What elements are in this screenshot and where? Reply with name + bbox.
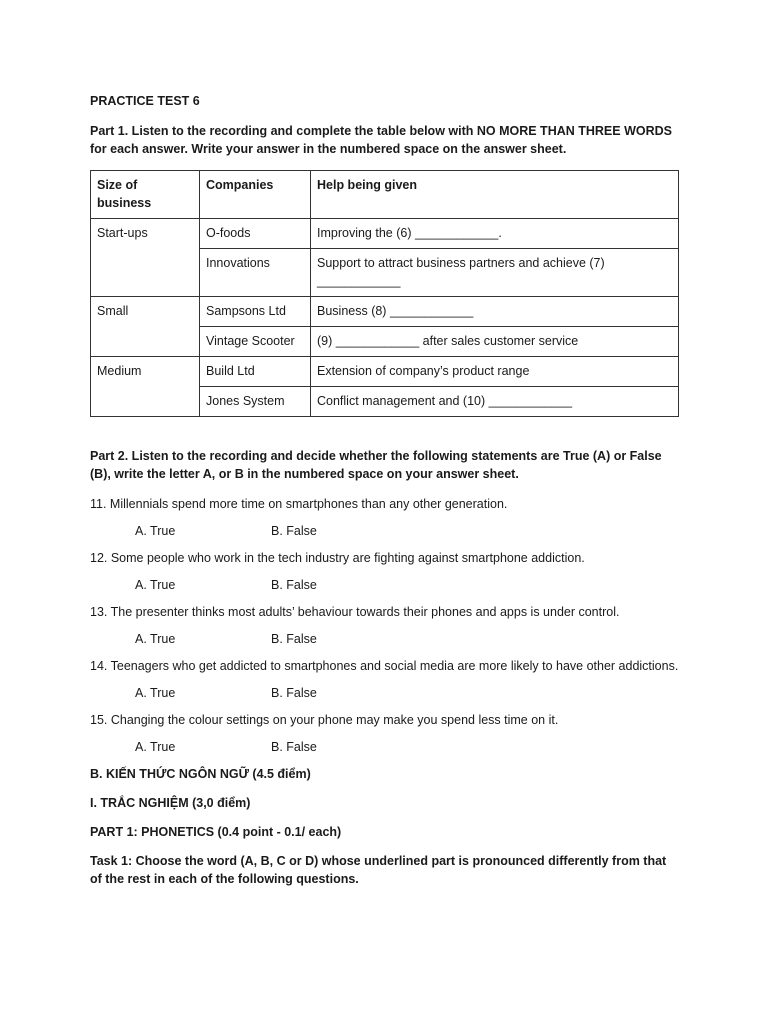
help-cell: Support to attract business partners and achieve (7) ____________: [311, 249, 679, 297]
help-cell: Business (8) ____________: [311, 297, 679, 327]
table-row: [91, 219, 679, 249]
option-b: B. False: [271, 524, 317, 538]
section-b-heading: B. KIẾN THỨC NGÔN NGỮ (4.5 điểm): [90, 767, 311, 781]
size-cell: Medium: [91, 357, 200, 417]
option-a: A. True: [135, 632, 176, 646]
phonetics-heading: PART 1: PHONETICS (0.4 point - 0.1/ each): [90, 825, 342, 839]
test-title: PRACTICE TEST 6: [90, 94, 200, 108]
question-12: 12. Some people who work in the tech industry are fighting against smartphone addiction.: [90, 551, 585, 565]
table-row: [91, 357, 679, 387]
question-15: 15. Changing the colour settings on your phone may make you spend less time on it.: [90, 713, 559, 727]
question-15-options: [90, 740, 680, 754]
help-cell: Conflict management and (10) ____________: [311, 387, 679, 417]
size-cell: Small: [91, 297, 200, 357]
business-help-table: [90, 170, 679, 417]
question-13: 13. The presenter thinks most adults’ behaviour towards their phones and apps is under control.: [90, 605, 620, 619]
option-a: A. True: [135, 686, 176, 700]
document-page: [90, 92, 680, 888]
company-cell: O-foods: [200, 219, 311, 249]
company-cell: Vintage Scooter: [200, 327, 311, 357]
question-11: 11. Millennials spend more time on smartphones than any other generation.: [90, 497, 508, 511]
header-size: Size of business: [91, 171, 200, 219]
header-companies: Companies: [200, 171, 311, 219]
table-row: [91, 297, 679, 327]
section-i-heading: I. TRẮC NGHIỆM (3,0 điểm): [90, 796, 251, 810]
help-cell: Improving the (6) ____________.: [311, 219, 679, 249]
table-header-row: [91, 171, 679, 219]
option-b: B. False: [271, 740, 317, 754]
option-a: A. True: [135, 740, 176, 754]
option-b: B. False: [271, 632, 317, 646]
task1-instruction: Task 1: Choose the word (A, B, C or D) whose underlined part is pronounced differently from that of the rest in each of the following questions.: [90, 854, 667, 886]
question-12-options: [90, 578, 680, 592]
option-a: A. True: [135, 578, 176, 592]
question-11-options: [90, 524, 680, 538]
option-b: B. False: [271, 686, 317, 700]
help-cell: (9) ____________ after sales customer service: [311, 327, 679, 357]
company-cell: Innovations: [200, 249, 311, 297]
question-13-options: [90, 632, 680, 646]
help-cell: Extension of company’s product range: [311, 357, 679, 387]
option-a: A. True: [135, 524, 176, 538]
part1-instruction: Part 1. Listen to the recording and complete the table below with NO MORE THAN THREE WORDS for each answer. Write your answer in the numbered space on the answer sheet.: [90, 124, 672, 156]
company-cell: Sampsons Ltd: [200, 297, 311, 327]
company-cell: Build Ltd: [200, 357, 311, 387]
size-cell: Start-ups: [91, 219, 200, 297]
part2-instruction: Part 2. Listen to the recording and decide whether the following statements are True (A) or False (B), write the letter A, or B in the numbered space on your answer sheet.: [90, 449, 662, 481]
header-help: Help being given: [311, 171, 679, 219]
question-14-options: [90, 686, 680, 700]
question-14: 14. Teenagers who get addicted to smartphones and social media are more likely to have other addictions.: [90, 659, 679, 673]
option-b: B. False: [271, 578, 317, 592]
company-cell: Jones System: [200, 387, 311, 417]
